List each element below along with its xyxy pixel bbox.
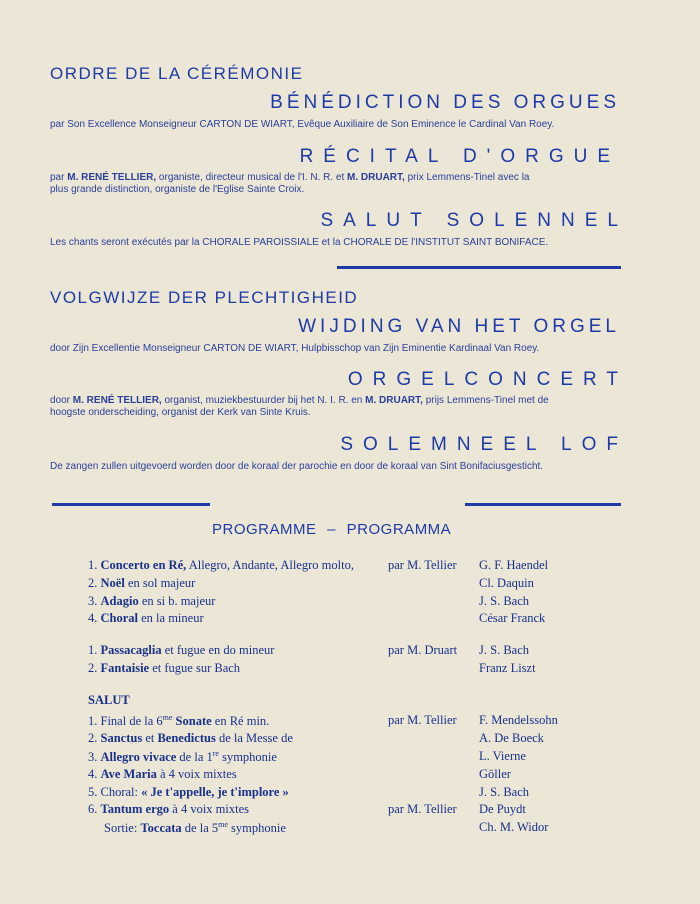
programme-g3-row1-composer: A. De Boeck [479,731,544,745]
fr-item2-name1: M. RENÉ TELLIER, [67,172,157,183]
programme-g1-row1-composer: Cl. Daquin [479,576,534,590]
programme-g3-row5-composer: De Puydt [479,802,526,816]
programme-g1-row3-rest: en la mineur [141,611,204,625]
fr-item2-name2: M. DRUART, [347,172,405,183]
programme-g1-row1 [88,576,195,591]
programme-g3-row4 [88,785,289,800]
programme-g3-row3-num: 4. [88,767,101,781]
programme-g1-row2-num: 3. [88,594,101,608]
programme-g3-row6 [104,820,286,836]
nl-item2-line2: hoogste onderscheiding, organist der Kerk van Sinte Kruis. [50,407,311,418]
nl-item1-title: WIJDING VAN HET ORGEL [298,316,620,337]
fr-item1-text: par Son Excellence Monseigneur CARTON DE WIART, Evêque Auxiliaire de Son Eminence le Cardinal Van Roey. [50,119,555,130]
programme-title: PROGRAMME – PROGRAMMA [212,521,452,538]
programme-g3-row0-sup: me [162,713,173,722]
programme-g1-row0-num: 1. [88,558,101,572]
programme-g3-row5-performer: par M. Tellier [388,802,457,816]
programme-g1-row0-performer: par M. Tellier [388,558,457,572]
nl-item3-text: De zangen zullen uitgevoerd worden door de koraal der parochie en door de koraal van Sint Bonifaciusgesticht. [50,461,544,472]
fr-item2-title: RÉCITAL D'ORGUE [299,146,620,167]
programme-g3-row0-num: 1. [88,714,101,729]
programme-g3-row1-rest: de la Messe de [218,731,293,745]
programme-g3-row3-title: Ave Maria [100,767,157,781]
programme-g3-row5 [88,802,249,817]
nl-divider-right [465,503,621,506]
programme-g3-row0-title: Sonate [175,714,212,729]
programme-g3-row0-ord: 6 [156,714,163,729]
nl-item1-text: door Zijn Excellentie Monseigneur CARTON DE WIART, Hulpbisschop van Zijn Eminentie Kardinaal Van Roey. [50,343,540,354]
programme-g1-row2 [88,594,215,609]
fr-divider [337,266,621,269]
programme-g1-row0-rest: Allegro, Andante, Allegro molto, [188,558,354,572]
programme-g2-row0-num: 1. [88,643,101,657]
programme-g1-row0-composer: G. F. Haendel [479,558,549,572]
programme-g3-row4-pre: Choral: [100,785,142,799]
fr-item2-mid: organiste, directeur musical de l'I. N. R. et [158,172,345,183]
programme-g3-row0 [88,713,269,729]
nl-item2-name2: M. DRUART, [365,395,423,406]
programme-g1-row1-title: Noël [100,576,125,590]
programme-g3-row2-composer: L. Vierne [479,749,526,763]
programme-g1-row2-composer: J. S. Bach [479,594,529,608]
nl-heading: VOLGWIJZE DER PLECHTIGHEID [50,288,359,307]
programme-g1-row0 [88,558,354,573]
nl-divider-left [52,503,210,506]
programme-g1-row2-rest: en si b. majeur [141,594,216,608]
programme-g3-row2-num: 3. [88,750,101,765]
programme-g3-row3 [88,767,237,782]
programme-g3-row0-composer: F. Mendelssohn [479,713,558,727]
fr-item2-end: prix Lemmens-Tinel avec la [407,172,530,183]
programme-g1-row3-title: Choral [100,611,138,625]
programme-g3-row4-composer: J. S. Bach [479,785,529,799]
programme-g1-row3-num: 4. [88,611,101,625]
programme-g2-row0-performer: par M. Druart [388,643,458,657]
programme-g2-row1-num: 2. [88,661,101,675]
programme-g2-row1 [88,661,240,676]
programme-g2-row1-composer: Franz Liszt [479,661,536,675]
nl-item2-mid: organist, muziekbestuurder bij het N. I. R. en [164,395,363,406]
programme-g3-row4-title: « Je t'appelle, je t'implore » [141,785,289,799]
programme-g3-row5-title: Tantum ergo [100,802,170,816]
programme-g3-row2 [88,749,277,765]
programme-g2-row0-composer: J. S. Bach [479,643,529,657]
programme-g3-row0-performer: par M. Tellier [388,713,457,727]
fr-heading: ORDRE DE LA CÉRÉMONIE [50,64,304,83]
programme-g3-row4-num: 5. [88,785,101,799]
nl-item3-title: SOLEMNEEL LOF [340,434,628,455]
programme-g3-row6-rest: symphonie [231,821,286,836]
programme-g3-row6-sup: me [218,820,228,829]
programme-g3-row3-composer: Göller [479,767,511,781]
programme-g1-row0-title: Concerto en Ré, [100,558,187,572]
programme-g2-row1-title: Fantaisie [100,661,150,675]
programme-g3-row6-ord: 5 [211,821,219,836]
nl-item2-end: prijs Lemmens-Tinel met de [425,395,549,406]
nl-item2-pre: door [50,395,71,406]
programme-g1-row1-num: 2. [88,576,101,590]
programme-g3-row2-rest: symphonie [222,750,277,765]
programme-g3-row1-title: Sanctus [100,731,143,745]
programme-g2-row0-title: Passacaglia [100,643,162,657]
programme-g1-row3 [88,611,204,626]
fr-item2-pre: par [50,172,65,183]
fr-item2-line2: plus grande distinction, organiste de l'Eglise Sainte Croix. [50,184,305,195]
programme-g3-row2-rest-pre: de la 1 [179,750,213,765]
nl-item2-line1 [50,395,549,407]
programme-g1-row2-title: Adagio [100,594,139,608]
programme-g3-row0-pre: Final de la [100,714,157,729]
programme-g3-row6-pre: Sortie: [104,821,141,836]
programme-g3-row5-num: 6. [88,802,101,816]
programme-g3-row1-title2: Benedictus [157,731,216,745]
programme-g3-row6-composer: Ch. M. Widor [479,820,549,834]
programme-g1-row1-rest: en sol majeur [127,576,196,590]
fr-item2-line1 [50,172,530,184]
programme-g2-row1-rest: et fugue sur Bach [152,661,241,675]
programme-g2-row0-rest: et fugue en do mineur [164,643,275,657]
programme-g3-row6-title: Toccata [140,821,182,836]
fr-item3-title: SALUT SOLENNEL [320,210,628,231]
nl-item2-title: ORGELCONCERT [347,369,628,390]
programme-g3-row5-rest: à 4 voix mixtes [172,802,249,816]
programme-g3-row0-rest: en Ré min. [214,714,270,729]
programme-g1-row3-composer: César Franck [479,611,546,625]
programme-g3-row3-rest: à 4 voix mixtes [159,767,237,781]
programme-g3-row2-title: Allegro vivace [100,750,177,765]
programme-g2-row0 [88,643,274,658]
salut-label: SALUT [88,693,130,707]
programme-g3-row6-rest-pre: de la [184,821,212,836]
fr-item1-title: BÉNÉDICTION DES ORGUES [270,92,620,113]
programme-g3-row2-sup: re [212,749,219,758]
fr-item3-text: Les chants seront exécutés par la CHORALE PAROISSIALE et la CHORALE DE l'INSTITUT SAINT BONIFACE. [50,237,549,248]
nl-item2-name1: M. RENÉ TELLIER, [72,395,162,406]
programme-g3-row1-num: 2. [88,731,101,745]
programme-g3-row1 [88,731,293,746]
programme-g3-row1-mid: et [145,731,158,745]
